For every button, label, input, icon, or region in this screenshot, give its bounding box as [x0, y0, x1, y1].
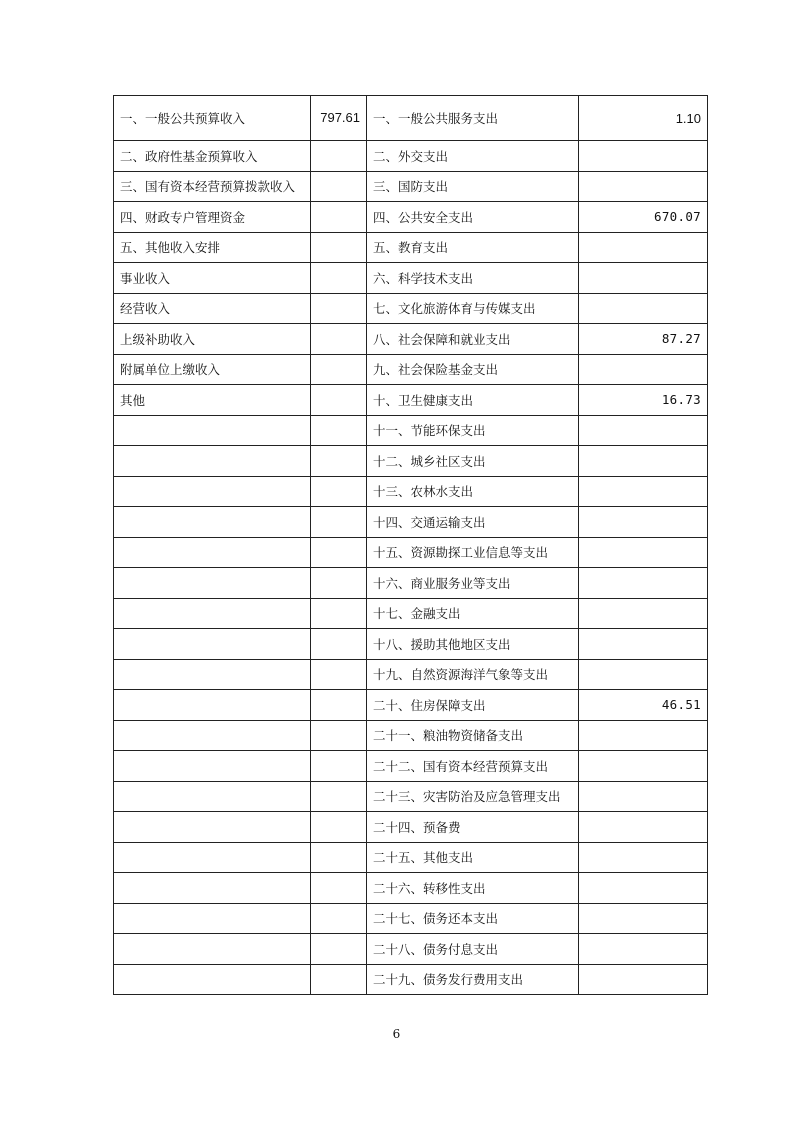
expense-amount-cell [579, 232, 708, 263]
expense-amount-cell [579, 720, 708, 751]
income-amount-cell [311, 354, 367, 385]
table-row [114, 903, 708, 934]
income-item-cell [114, 476, 311, 507]
expense-item-cell: 七、文化旅游体育与传媒支出 [367, 293, 579, 324]
expense-item-cell: 十四、交通运输支出 [367, 507, 579, 538]
expense-amount-cell [579, 568, 708, 599]
income-amount-cell [311, 171, 367, 202]
income-amount-cell [311, 873, 367, 904]
income-amount-cell [311, 629, 367, 660]
income-amount-cell [311, 141, 367, 172]
table-row [114, 293, 708, 324]
expense-item-cell: 二十、住房保障支出 [367, 690, 579, 721]
table-row [114, 964, 708, 995]
income-item-cell [114, 537, 311, 568]
income-amount-cell [311, 507, 367, 538]
income-item-cell [114, 690, 311, 721]
expense-amount-cell [579, 354, 708, 385]
expense-item-cell: 二十七、债务还本支出 [367, 903, 579, 934]
expense-amount-cell [579, 842, 708, 873]
income-item-cell [114, 781, 311, 812]
income-item-cell [114, 812, 311, 843]
expense-item-cell: 六、科学技术支出 [367, 263, 579, 294]
expense-item-cell: 十八、援助其他地区支出 [367, 629, 579, 660]
expense-item-cell: 五、教育支出 [367, 232, 579, 263]
table-row [114, 476, 708, 507]
table-row [114, 202, 708, 233]
table-row [114, 507, 708, 538]
income-item-cell [114, 659, 311, 690]
expense-amount-cell: 46.51 [579, 690, 708, 721]
income-item-cell [114, 934, 311, 965]
income-amount-cell [311, 415, 367, 446]
income-amount-cell [311, 263, 367, 294]
table-row [114, 446, 708, 477]
expense-amount-cell: 1.10 [579, 96, 708, 141]
income-item-cell [114, 629, 311, 660]
income-item-cell: 五、其他收入安排 [114, 232, 311, 263]
expense-item-cell: 二十二、国有资本经营预算支出 [367, 751, 579, 782]
expense-item-cell: 十一、节能环保支出 [367, 415, 579, 446]
income-item-cell [114, 720, 311, 751]
income-item-cell [114, 415, 311, 446]
expense-amount-cell [579, 293, 708, 324]
table-row [114, 141, 708, 172]
income-amount-cell [311, 202, 367, 233]
expense-item-cell: 十七、金融支出 [367, 598, 579, 629]
expense-amount-cell [579, 751, 708, 782]
income-amount-cell [311, 537, 367, 568]
table-row [114, 720, 708, 751]
income-amount-cell [311, 934, 367, 965]
table-row [114, 385, 708, 416]
expense-item-cell: 二十一、粮油物资储备支出 [367, 720, 579, 751]
expense-item-cell: 十五、资源勘探工业信息等支出 [367, 537, 579, 568]
expense-amount-cell [579, 934, 708, 965]
income-amount-cell [311, 812, 367, 843]
expense-item-cell: 十三、农林水支出 [367, 476, 579, 507]
table-row [114, 842, 708, 873]
expense-amount-cell: 16.73 [579, 385, 708, 416]
income-amount-cell [311, 690, 367, 721]
income-amount-cell [311, 842, 367, 873]
expense-amount-cell [579, 873, 708, 904]
expense-item-cell: 二十四、预备费 [367, 812, 579, 843]
income-amount-cell [311, 568, 367, 599]
expense-amount-cell [579, 141, 708, 172]
expense-amount-cell [579, 903, 708, 934]
expense-item-cell: 十二、城乡社区支出 [367, 446, 579, 477]
table-row [114, 263, 708, 294]
expense-amount-cell [579, 171, 708, 202]
income-amount-cell [311, 232, 367, 263]
expense-amount-cell [579, 537, 708, 568]
expense-item-cell: 十九、自然资源海洋气象等支出 [367, 659, 579, 690]
table-row [114, 873, 708, 904]
expense-item-cell: 二十六、转移性支出 [367, 873, 579, 904]
income-item-cell: 其他 [114, 385, 311, 416]
income-amount-cell [311, 903, 367, 934]
budget-table [113, 95, 708, 995]
table-row [114, 598, 708, 629]
expense-item-cell: 三、国防支出 [367, 171, 579, 202]
table-row [114, 171, 708, 202]
table-row [114, 659, 708, 690]
income-item-cell [114, 964, 311, 995]
expense-amount-cell [579, 263, 708, 294]
expense-amount-cell [579, 659, 708, 690]
income-item-cell: 经营收入 [114, 293, 311, 324]
income-amount-cell: 797.61 [311, 96, 367, 141]
table-row [114, 781, 708, 812]
expense-amount-cell [579, 507, 708, 538]
expense-item-cell: 二十三、灾害防治及应急管理支出 [367, 781, 579, 812]
income-item-cell: 附属单位上缴收入 [114, 354, 311, 385]
expense-item-cell: 八、社会保障和就业支出 [367, 324, 579, 355]
budget-table-body [114, 96, 708, 995]
income-amount-cell [311, 385, 367, 416]
expense-item-cell: 一、一般公共服务支出 [367, 96, 579, 141]
table-row [114, 690, 708, 721]
income-amount-cell [311, 476, 367, 507]
income-amount-cell [311, 720, 367, 751]
income-item-cell: 四、财政专户管理资金 [114, 202, 311, 233]
expense-item-cell: 二十五、其他支出 [367, 842, 579, 873]
expense-amount-cell [579, 781, 708, 812]
table-row [114, 232, 708, 263]
expense-amount-cell: 670.07 [579, 202, 708, 233]
expense-amount-cell [579, 446, 708, 477]
expense-item-cell: 四、公共安全支出 [367, 202, 579, 233]
expense-amount-cell [579, 476, 708, 507]
table-row [114, 812, 708, 843]
income-item-cell: 一、一般公共预算收入 [114, 96, 311, 141]
income-amount-cell [311, 659, 367, 690]
table-row [114, 324, 708, 355]
expense-item-cell: 二、外交支出 [367, 141, 579, 172]
income-item-cell: 三、国有资本经营预算拨款收入 [114, 171, 311, 202]
income-item-cell [114, 598, 311, 629]
expense-amount-cell [579, 598, 708, 629]
page-number: 6 [392, 1027, 401, 1041]
income-item-cell: 二、政府性基金预算收入 [114, 141, 311, 172]
expense-item-cell: 十、卫生健康支出 [367, 385, 579, 416]
income-item-cell: 上级补助收入 [114, 324, 311, 355]
income-amount-cell [311, 964, 367, 995]
income-item-cell [114, 507, 311, 538]
income-amount-cell [311, 781, 367, 812]
table-row [114, 537, 708, 568]
expense-amount-cell [579, 812, 708, 843]
expense-amount-cell: 87.27 [579, 324, 708, 355]
income-item-cell [114, 446, 311, 477]
table-row [114, 415, 708, 446]
expense-item-cell: 九、社会保险基金支出 [367, 354, 579, 385]
expense-item-cell: 二十九、债务发行费用支出 [367, 964, 579, 995]
table-row [114, 354, 708, 385]
expense-amount-cell [579, 964, 708, 995]
expense-amount-cell [579, 629, 708, 660]
table-row [114, 751, 708, 782]
table-row [114, 629, 708, 660]
income-amount-cell [311, 598, 367, 629]
table-row [114, 568, 708, 599]
income-item-cell [114, 568, 311, 599]
income-item-cell [114, 903, 311, 934]
expense-item-cell: 十六、商业服务业等支出 [367, 568, 579, 599]
table-row [114, 96, 708, 141]
income-item-cell: 事业收入 [114, 263, 311, 294]
expense-amount-cell [579, 415, 708, 446]
income-item-cell [114, 751, 311, 782]
income-amount-cell [311, 751, 367, 782]
table-row [114, 934, 708, 965]
expense-item-cell: 二十八、债务付息支出 [367, 934, 579, 965]
income-amount-cell [311, 324, 367, 355]
income-amount-cell [311, 446, 367, 477]
income-amount-cell [311, 293, 367, 324]
income-item-cell [114, 873, 311, 904]
income-item-cell [114, 842, 311, 873]
